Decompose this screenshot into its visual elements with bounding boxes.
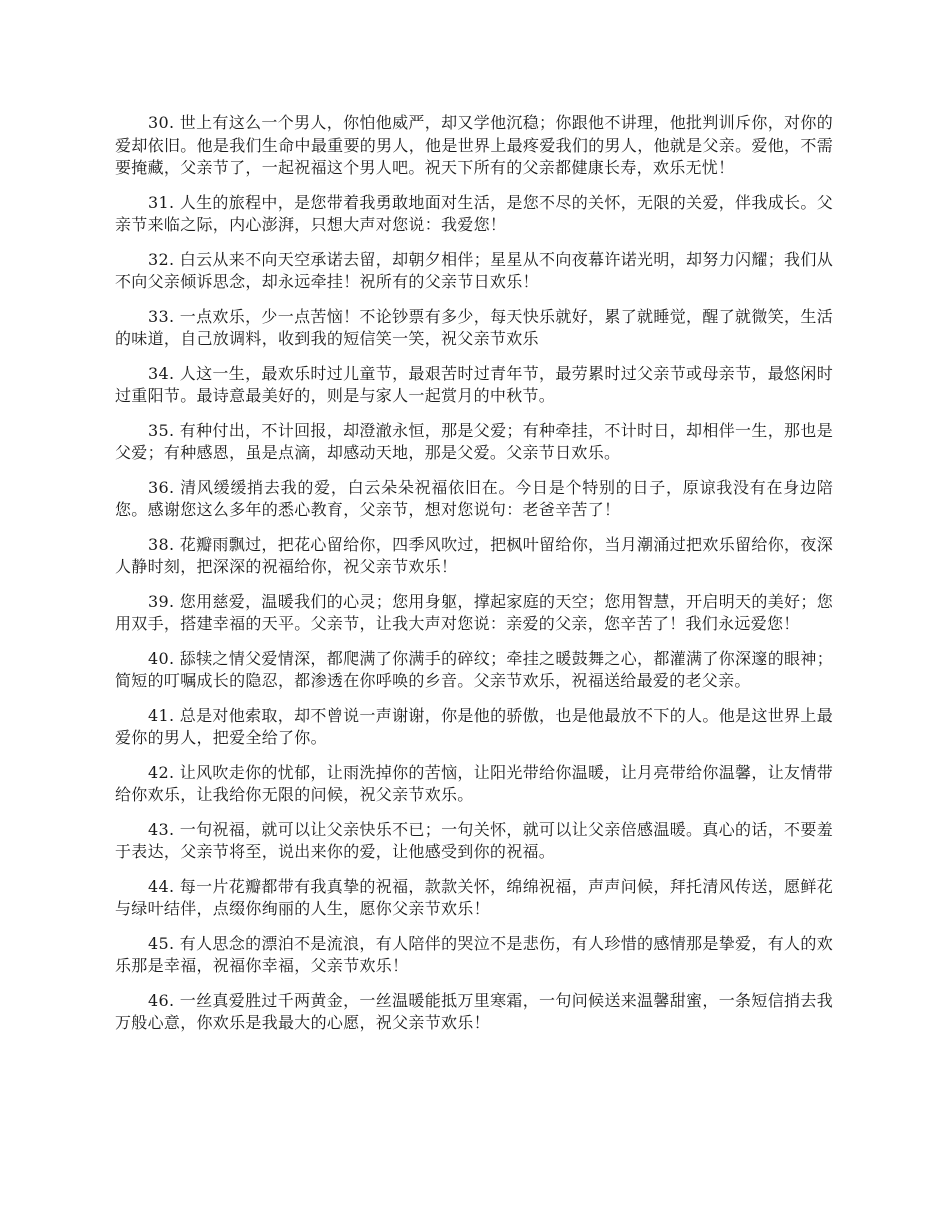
paragraph-39: 39. 您用慈爱，温暖我们的心灵；您用身躯，撑起家庭的天空；您用智慧，开启明天的美好；您用双手，搭建幸福的天平。父亲节，让我大声对您说：亲爱的父亲，您辛苦了！我们永远爱您！ bbox=[115, 591, 833, 633]
paragraph-36: 36. 清风缓缓捎去我的爱，白云朵朵祝福依旧在。今日是个特别的日子，原谅我没有在身边陪您。感谢您这么多年的悉心教育，父亲节，想对您说句：老爸辛苦了！ bbox=[115, 477, 833, 519]
paragraph-33: 33. 一点欢乐，少一点苦恼！不论钞票有多少，每天快乐就好，累了就睡觉，醒了就微笑，生活的味道，自己放调料，收到我的短信笑一笑，祝父亲节欢乐 bbox=[115, 306, 833, 348]
paragraph-41: 41. 总是对他索取，却不曾说一声谢谢，你是他的骄傲，也是他最放不下的人。他是这世界上最爱你的男人，把爱全给了你。 bbox=[115, 705, 833, 747]
paragraph-43: 43. 一句祝福，就可以让父亲快乐不已；一句关怀，就可以让父亲倍感温暖。真心的话，不要羞于表达，父亲节将至，说出来你的爱，让他感受到你的祝福。 bbox=[115, 819, 833, 861]
paragraph-42: 42. 让风吹走你的忧郁，让雨洗掉你的苦恼，让阳光带给你温暖，让月亮带给你温馨，让友情带给你欢乐，让我给你无限的问候，祝父亲节欢乐。 bbox=[115, 762, 833, 804]
paragraph-30: 30. 世上有这么一个男人，你怕他威严，却又学他沉稳；你跟他不讲理，他批判训斥你，对你的爱却依旧。他是我们生命中最重要的男人，他是世界上最疼爱我们的男人，他就是父亲。爱他，不需要掩藏，父亲节了，一起祝福这个男人吧。祝天下所有的父亲都健康长寿，欢乐无忧！ bbox=[115, 113, 833, 177]
paragraph-44: 44. 每一片花瓣都带有我真挚的祝福，款款关怀，绵绵祝福，声声问候，拜托清风传送，愿鲜花与绿叶结伴，点缀你绚丽的人生，愿你父亲节欢乐！ bbox=[115, 876, 833, 918]
paragraph-31: 31. 人生的旅程中，是您带着我勇敢地面对生活，是您不尽的关怀，无限的关爱，伴我成长。父亲节来临之际，内心澎湃，只想大声对您说：我爱您！ bbox=[115, 192, 833, 234]
paragraph-46: 46. 一丝真爱胜过千两黄金，一丝温暖能抵万里寒霜，一句问候送来温馨甜蜜，一条短信捎去我万般心意，你欢乐是我最大的心愿，祝父亲节欢乐！ bbox=[115, 990, 833, 1032]
document-page bbox=[115, 112, 833, 1047]
paragraph-40: 40. 舔犊之情父爱情深，都爬满了你满手的碎纹；牵挂之暖鼓舞之心，都灌满了你深邃的眼神；简短的叮嘱成长的隐忍，都渗透在你呼唤的乡音。父亲节欢乐，祝福送给最爱的老父亲。 bbox=[115, 648, 833, 690]
paragraph-34: 34. 人这一生，最欢乐时过儿童节，最艰苦时过青年节，最劳累时过父亲节或母亲节，最悠闲时过重阳节。最诗意最美好的，则是与家人一起赏月的中秋节。 bbox=[115, 363, 833, 405]
paragraph-38: 38. 花瓣雨飘过，把花心留给你，四季风吹过，把枫叶留给你，当月潮涌过把欢乐留给你，夜深人静时刻，把深深的祝福给你，祝父亲节欢乐！ bbox=[115, 534, 833, 576]
paragraph-32: 32. 白云从来不向天空承诺去留，却朝夕相伴；星星从不向夜幕许诺光明，却努力闪耀；我们从不向父亲倾诉思念，却永远牵挂！祝所有的父亲节日欢乐！ bbox=[115, 249, 833, 291]
paragraph-45: 45. 有人思念的漂泊不是流浪，有人陪伴的哭泣不是悲伤，有人珍惜的感情那是挚爱，有人的欢乐那是幸福，祝福你幸福，父亲节欢乐！ bbox=[115, 933, 833, 975]
paragraph-35: 35. 有种付出，不计回报，却澄澈永恒，那是父爱；有种牵挂，不计时日，却相伴一生，那也是父爱；有种感恩，虽是点滴，却感动天地，那是父爱。父亲节日欢乐。 bbox=[115, 420, 833, 462]
